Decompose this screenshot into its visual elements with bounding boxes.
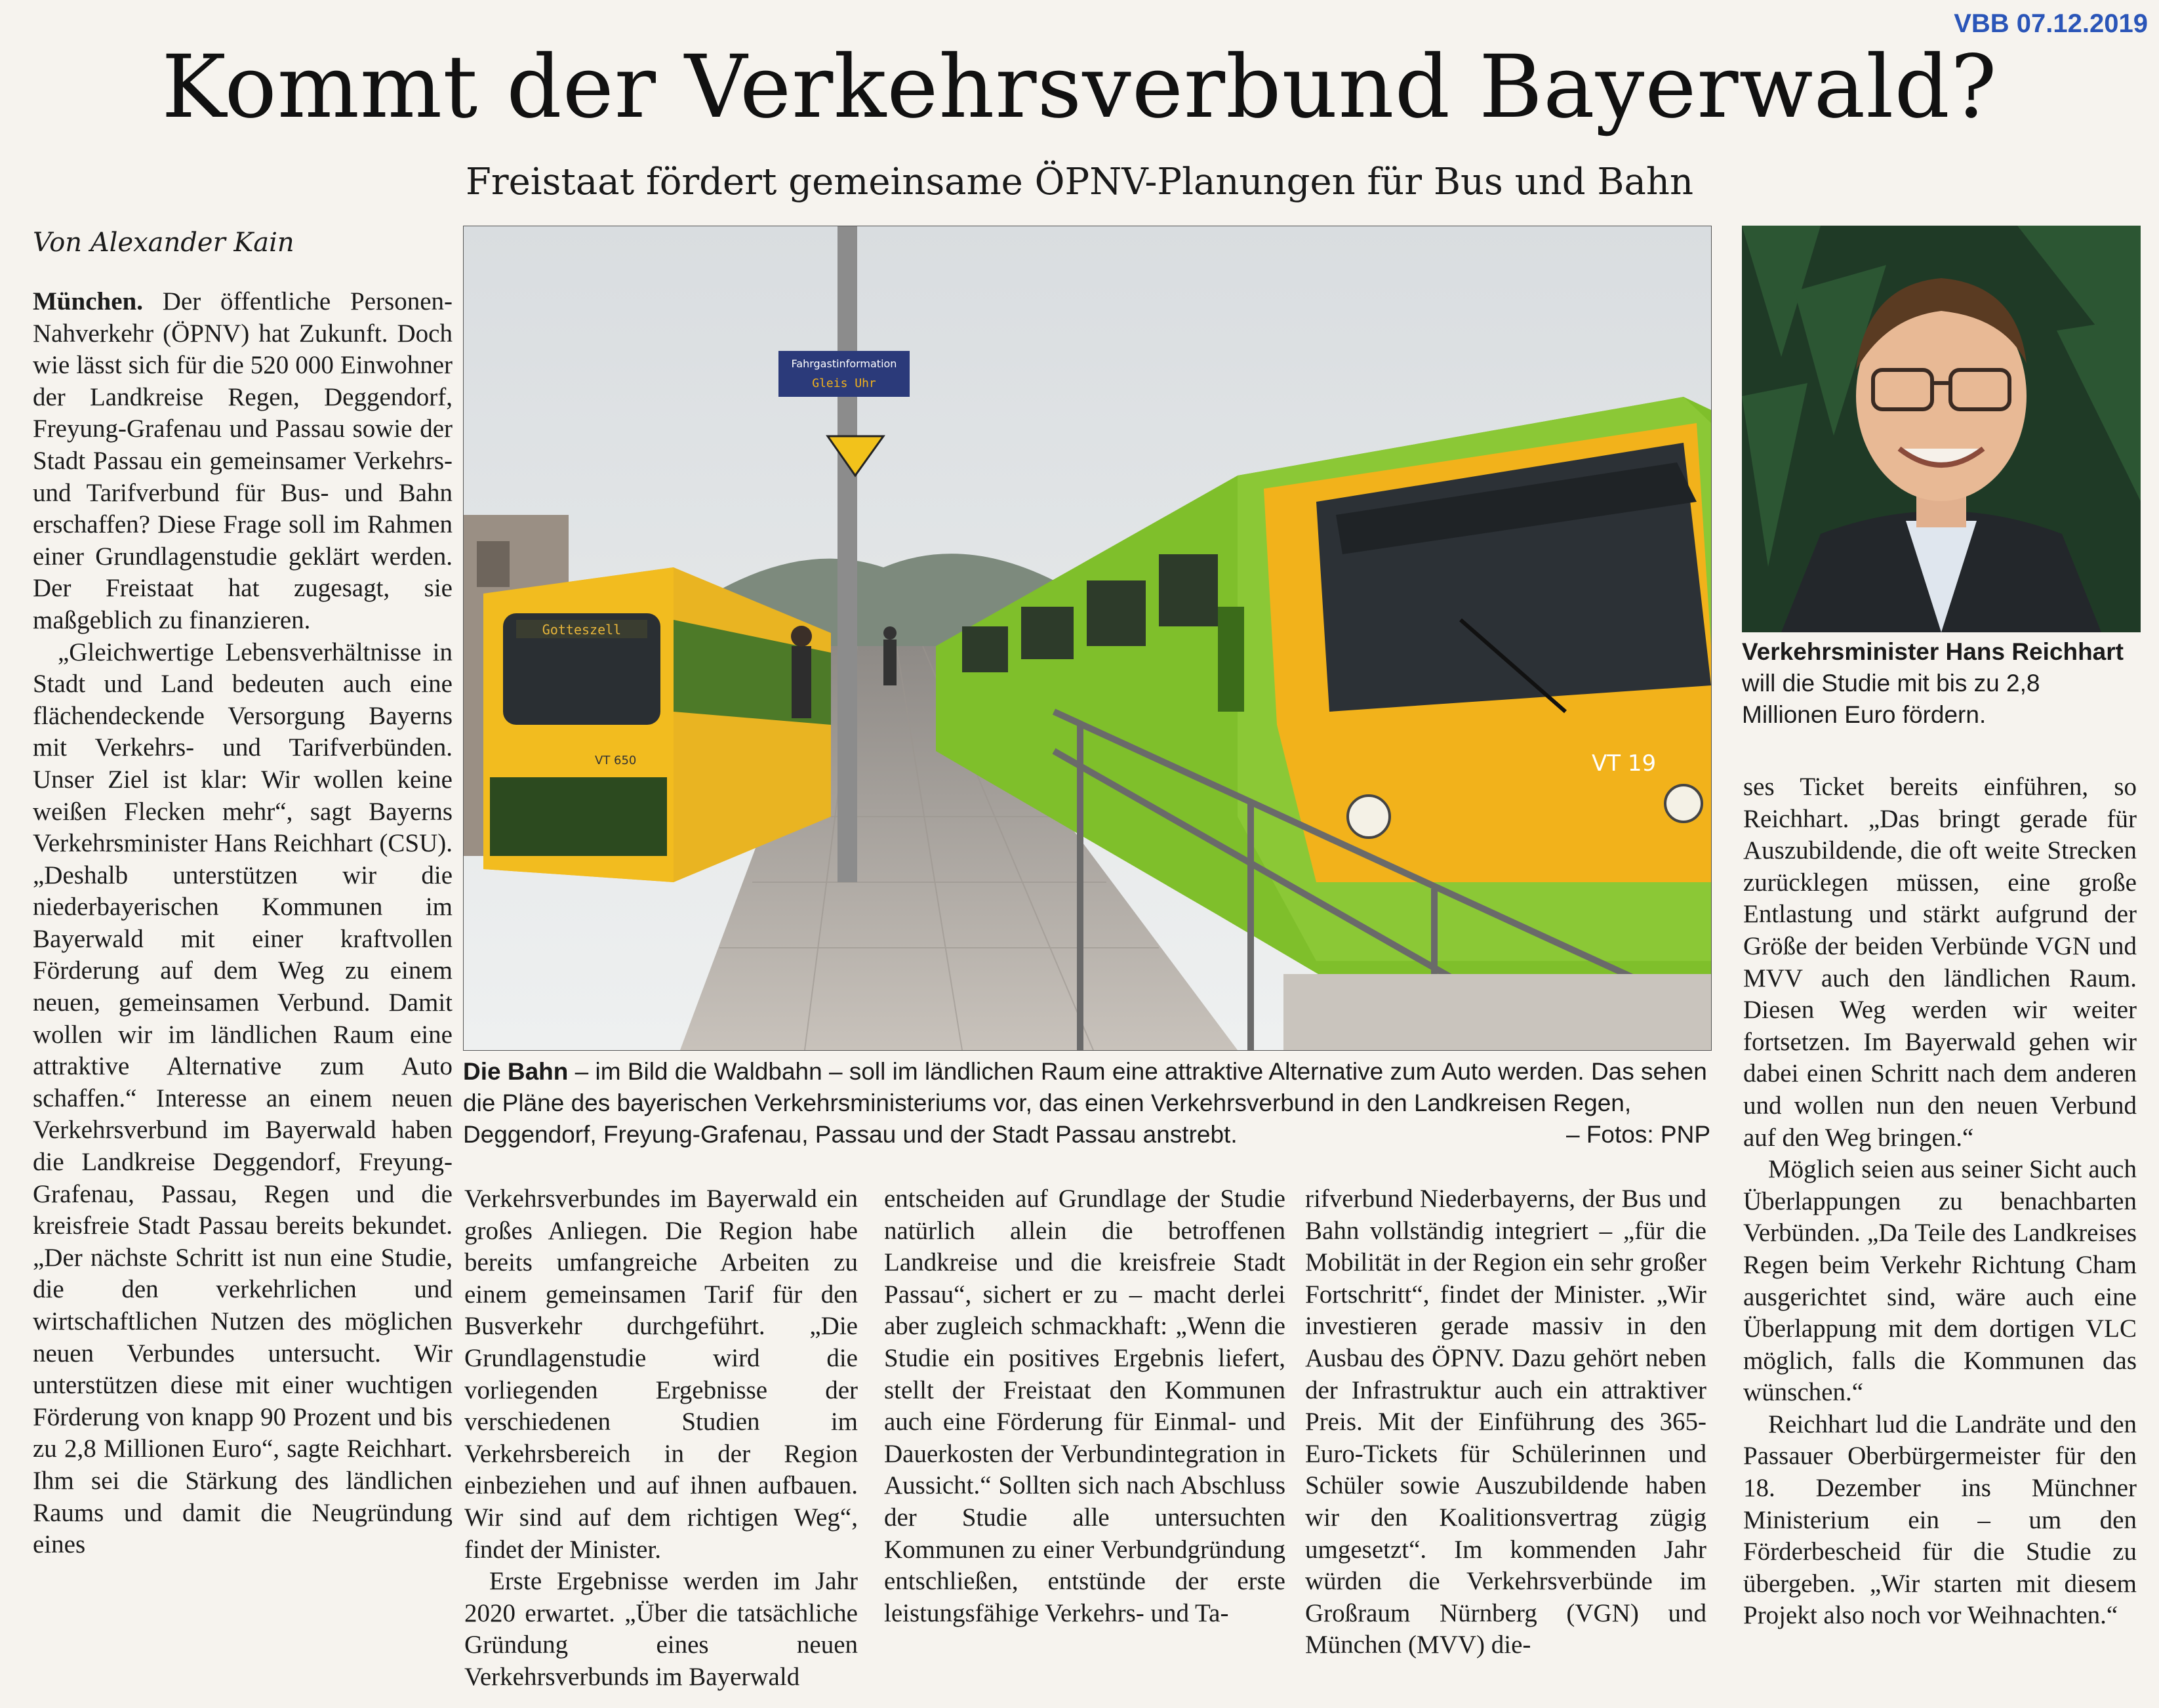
article-column-2 (464, 1183, 858, 1695)
byline: Von Alexander Kain (33, 228, 294, 258)
board-text-1: Fahrgastinformation (791, 357, 897, 370)
paragraph-text: Möglich seien aus seiner Sicht auch Überlappungen zu benachbarten Verbünden. „Da Teile des Landkreises Regen beim Verkehr Richtung Cham ausgerichtet sind, wäre auch eine Überlappung mit dem dortigen VLC möglich, falls die Kommunen das wünschen.“ (1743, 1155, 2137, 1407)
main-photo-caption (463, 1056, 1710, 1150)
train-left-number: VT 650 (595, 754, 637, 767)
paragraph (33, 286, 453, 637)
portrait-illustration (1742, 226, 2141, 632)
article-column-5 (1743, 771, 2137, 1696)
train-station-photo (463, 226, 1712, 1051)
paragraph-text: Der öffentliche Personen-Nahverkehr (ÖPNV) hat Zukunft. Doch wie lässt sich für die 520 000 Einwohner der Landkreise Regen, Deggendorf, Freyung-Grafenau und Passau sowie der Stadt Passau ein gemeinsamer Verkehrs- und Tarifverbund für Bus- und Bahn erschaffen? Diese Frage soll im Rahmen einer Grundlagenstudie geklärt werden. Der Freistaat hat zugesagt, sie maßgeblich zu finanzieren. (33, 287, 453, 634)
paragraph-text: rifverbund Niederbayerns, der Bus und Bahn vollständig integriert – „für die Mobilität in der Region ein sehr großer Fortschritt“, findet der Minister. „Wir investieren gerade massiv in den Ausbau des ÖPNV. Dazu gehört neben der Infrastruktur auch ein attraktiver Preis. Mit der Einführung des 365-Euro-Tickets für Schülerinnen und Schüler sowie Auszubildende haben wir den Koalitionsvertrag zügig umgesetzt“. Im kommenden Jahr würden die Verkehrsverbünde im Großraum Nürnberg (VGN) und München (MVV) die- (1305, 1185, 1706, 1659)
paragraph-text: Erste Ergebnisse werden im Jahr 2020 erwartet. „Über die tatsächliche Gründung eines neuen Verkehrsverbunds im Bayerwald (464, 1567, 858, 1691)
paragraph-text: ses Ticket bereits einführen, so Reichhart. „Das bringt gerade für Auszubildende, die oft weite Strecken zurücklegen müssen, eine große Entlastung und stärkt aufgrund der Größe der beiden Verbünde VGN und MVV auch den ländlichen Raum. Diesen Weg werden wir weiter fortsetzen. Im Bayerwald gehen wir dabei einen Schritt nach dem anderen und wollen nun den neuen Verbund auf den Weg bringen.“ (1743, 773, 2137, 1152)
dateline: München. (33, 287, 143, 315)
paragraph-text: „Gleichwertige Lebensverhältnisse in Stadt und Land bedeuten auch eine flächendeckende Versorgung Bayerns mit Verkehrs- und Tarifverbünden. Unser Ziel ist klar: Wir wollen keine weißen Flecken mehr“, sagt Bayerns Verkehrsminister Hans Reichhart (CSU). „Deshalb unterstützen wir die niederbayerischen Kommunen im Bayerwald mit einer kraftvollen Förderung auf dem Weg zu einem neuen, gemeinsamen Verbund. Damit wollen wir im ländlichen Raum eine attraktive Alternative zum Auto schaffen.“ Interesse an einem neuen Verkehrsverbund im Bayerwald haben die Landkreise Deggendorf, Freyung-Grafenau, Passau, Regen und die kreisfreie Stadt Passau bereits bekundet. „Der nächste Schritt ist nun eine Studie, die den verkehrlichen und wirtschaftlichen Nutzen des möglichen neuen Verbundes untersucht. Wir unterstützen diese mit einer wuchtigen Förderung von knapp 90 Prozent und bis zu 2,8 Millionen Euro“, sagte Reichhart. Ihm sei die Stärkung des ländlichen Raums und damit die Neugründung eines (33, 638, 453, 1559)
board-text-2: Gleis Uhr (812, 376, 876, 390)
article-column-3 (884, 1183, 1285, 1695)
photo-credit: – Fotos: PNP (1565, 1121, 1710, 1148)
train-photo-illustration (464, 226, 1711, 1050)
archive-stamp: VBB 07.12.2019 (1954, 9, 2148, 38)
portrait-photo (1742, 226, 2141, 632)
caption-lead: Die Bahn (463, 1058, 569, 1085)
train-right-number: VT 19 (1592, 750, 1657, 777)
article-column-4 (1305, 1183, 1706, 1695)
article-column-1 (33, 286, 453, 1696)
paragraph-text: Verkehrsverbundes im Bayerwald ein großes Anliegen. Die Region habe bereits umfangreiche Arbeiten zu einem gemeinsamen Tarif für den Busverkehr durchgeführt. „Die Grundlagenstudie wird die vorliegenden Ergebnisse der verschiedenen Studien im Verkehrsbereich in der Region einbeziehen und auf ihnen aufbauen. Wir sind auf dem richtigen Weg“, findet der Minister. (464, 1185, 858, 1564)
paragraph-text: Reichhart lud die Landräte und den Passauer Oberbürgermeister für den 18. Dezember ins Münchner Ministerium ein – um den Förderbescheid für die Studie zu übergeben. „Wir starten mit diesem Projekt also noch vor Weihnachten.“ (1743, 1410, 2137, 1630)
subheadline: Freistaat fördert gemeinsame ÖPNV-Planungen für Bus und Bahn (465, 161, 1694, 203)
paragraph-text: entscheiden auf Grundlage der Studie natürlich allein die betroffenen Landkreise und die kreisfreie Stadt Passau“, sichert er zu – macht derlei aber zugleich schmackhaft: „Wenn die Studie ein positives Ergebnis liefert, stellt der Freistaat den Kommunen auch eine Förderung für Einmal- und Dauerkosten der Verbundintegration in Aussicht.“ Sollten sich nach Abschluss der Studie alle untersuchten Kommunen zu einer Verbundgründung entschließen, entstünde der erste leistungsfähige Verkehrs- und Ta- (884, 1185, 1285, 1627)
destination-left-display: Gotteszell (542, 622, 622, 638)
caption-text: will die Studie mit bis zu 2,8 Millionen Euro fördern. (1742, 670, 2040, 728)
portrait-caption (1742, 636, 2141, 731)
headline: Kommt der Verkehrsverbund Bayerwald? (161, 37, 1998, 138)
caption-text: – im Bild die Waldbahn – soll im ländlichen Raum eine attraktive Alternative zum Auto werden. Das sehen die Pläne des bayerischen Verkehrsministeriums vor, das einen Verkehrsverbund in den Landkreisen Regen, Deggendorf, Freyung-Grafenau, Passau und der Stadt Passau anstrebt. (463, 1058, 1707, 1148)
caption-lead: Verkehrsminister Hans Reichhart (1742, 638, 2124, 665)
